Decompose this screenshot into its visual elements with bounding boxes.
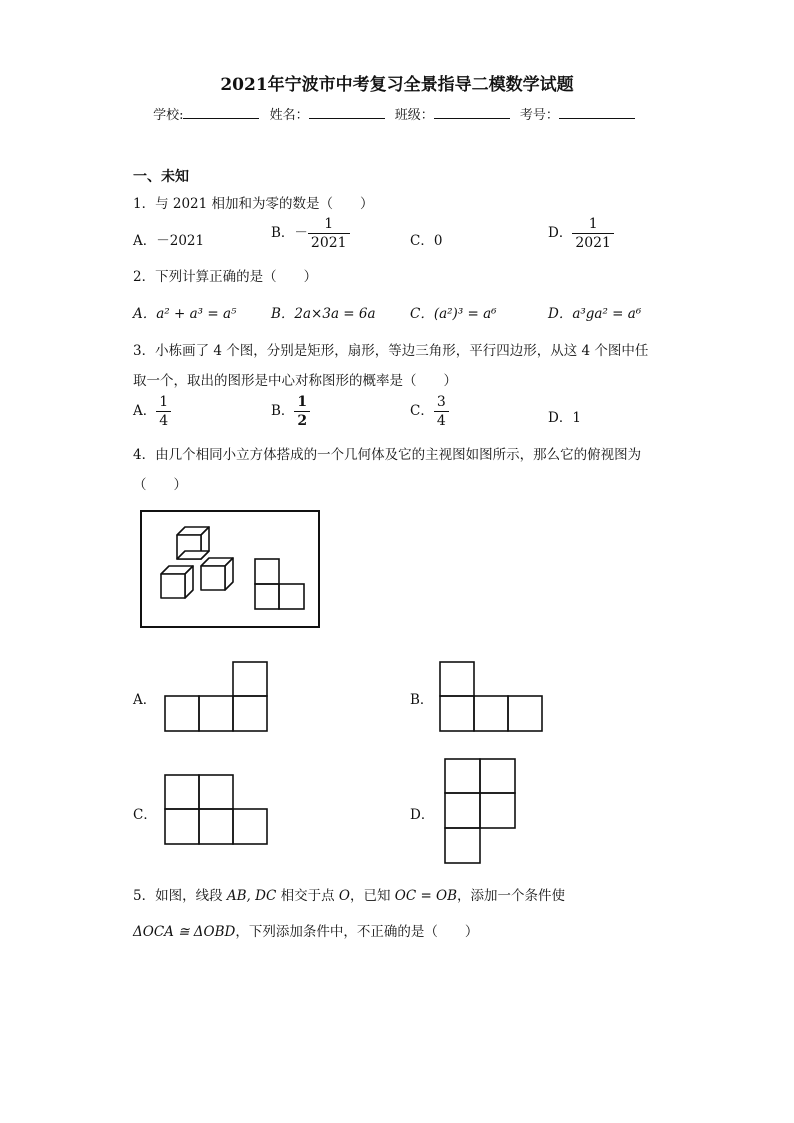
q3-a-fraction: $\frac{1}{4}$ [156, 395, 171, 428]
question-1-stem: 1．与 2021 相加和为零的数是（ ） [133, 196, 374, 212]
q4-option-c-label: C． [133, 807, 157, 823]
question-4-line-1: 4．由几个相同小立方体搭成的一个几何体及它的主视图如图所示，那么它的俯视图为 [133, 447, 642, 463]
number-label: 考号： [519, 108, 559, 123]
q4-option-b-figure [438, 660, 546, 735]
question-5-line-2: ΔOCA ≅ ΔOBD，下列添加条件中，不正确的是（ ） [133, 924, 479, 940]
section-heading: 一、未知 [133, 169, 189, 185]
q3-c-fraction: $\frac{3}{4}$ [434, 395, 449, 428]
question-2-stem: 2．下列计算正确的是（ ） [133, 269, 318, 285]
q4-option-a-figure [163, 660, 271, 735]
q3-option-b: B． $\frac{1}{2}$ [271, 395, 310, 428]
q4-option-a-label: A． [133, 692, 157, 708]
class-label: 班级： [394, 108, 434, 123]
q1-b-fraction: $\frac{1}{2021}$ [308, 217, 350, 250]
q4-option-d-label: D． [410, 807, 435, 823]
student-info-line [0, 104, 794, 123]
question-4-line-2: （ ） [133, 477, 187, 493]
q3-option-d: D．1 [548, 410, 581, 426]
q4-option-c-figure [163, 773, 271, 848]
number-blank[interactable] [559, 106, 635, 119]
question-3-line-1: 3．小栋画了 4 个图，分别是矩形，扇形，等边三角形，平行四边形，从这 4 个图中任 [133, 343, 649, 359]
q2-option-d: D．a³ga² = a⁶ [548, 306, 642, 322]
class-blank[interactable] [434, 106, 510, 119]
q4-solid-and-front-view-figure [138, 508, 324, 632]
q2-option-a: A．a² + a³ = a⁵ [133, 306, 237, 322]
question-3-line-2: 取一个，取出的图形是中心对称图形的概率是（ ） [133, 373, 457, 389]
q1-option-d: D． $\frac{1}{2021}$ [548, 217, 614, 250]
question-5-line-1: 5．如图，线段 AB, DC 相交于点 O，已知 OC = OB，添加一个条件使 [133, 888, 566, 904]
q1-option-c: C．0 [410, 233, 443, 249]
q4-option-d-figure [443, 757, 519, 867]
q1-option-b: B．－ $\frac{1}{2021}$ [271, 217, 350, 250]
q3-option-c: C． $\frac{3}{4}$ [410, 395, 449, 428]
q2-option-c: C．(a²)³ = a⁶ [410, 306, 497, 322]
q1-option-a: A．－2021 [133, 233, 205, 249]
q3-option-a: A． $\frac{1}{4}$ [133, 395, 171, 428]
q2-option-b: B．2a×3a = 6a [271, 306, 376, 322]
name-blank[interactable] [309, 106, 385, 119]
q4-option-b-label: B． [410, 692, 434, 708]
school-label: 学校: [153, 108, 184, 123]
q1-d-fraction: $\frac{1}{2021}$ [572, 217, 614, 250]
school-blank[interactable] [183, 106, 259, 119]
name-label: 姓名： [269, 108, 309, 123]
q3-b-fraction: $\frac{1}{2}$ [294, 395, 310, 428]
page-title: 2021年宁波市中考复习全景指导二模数学试题 [220, 75, 574, 95]
